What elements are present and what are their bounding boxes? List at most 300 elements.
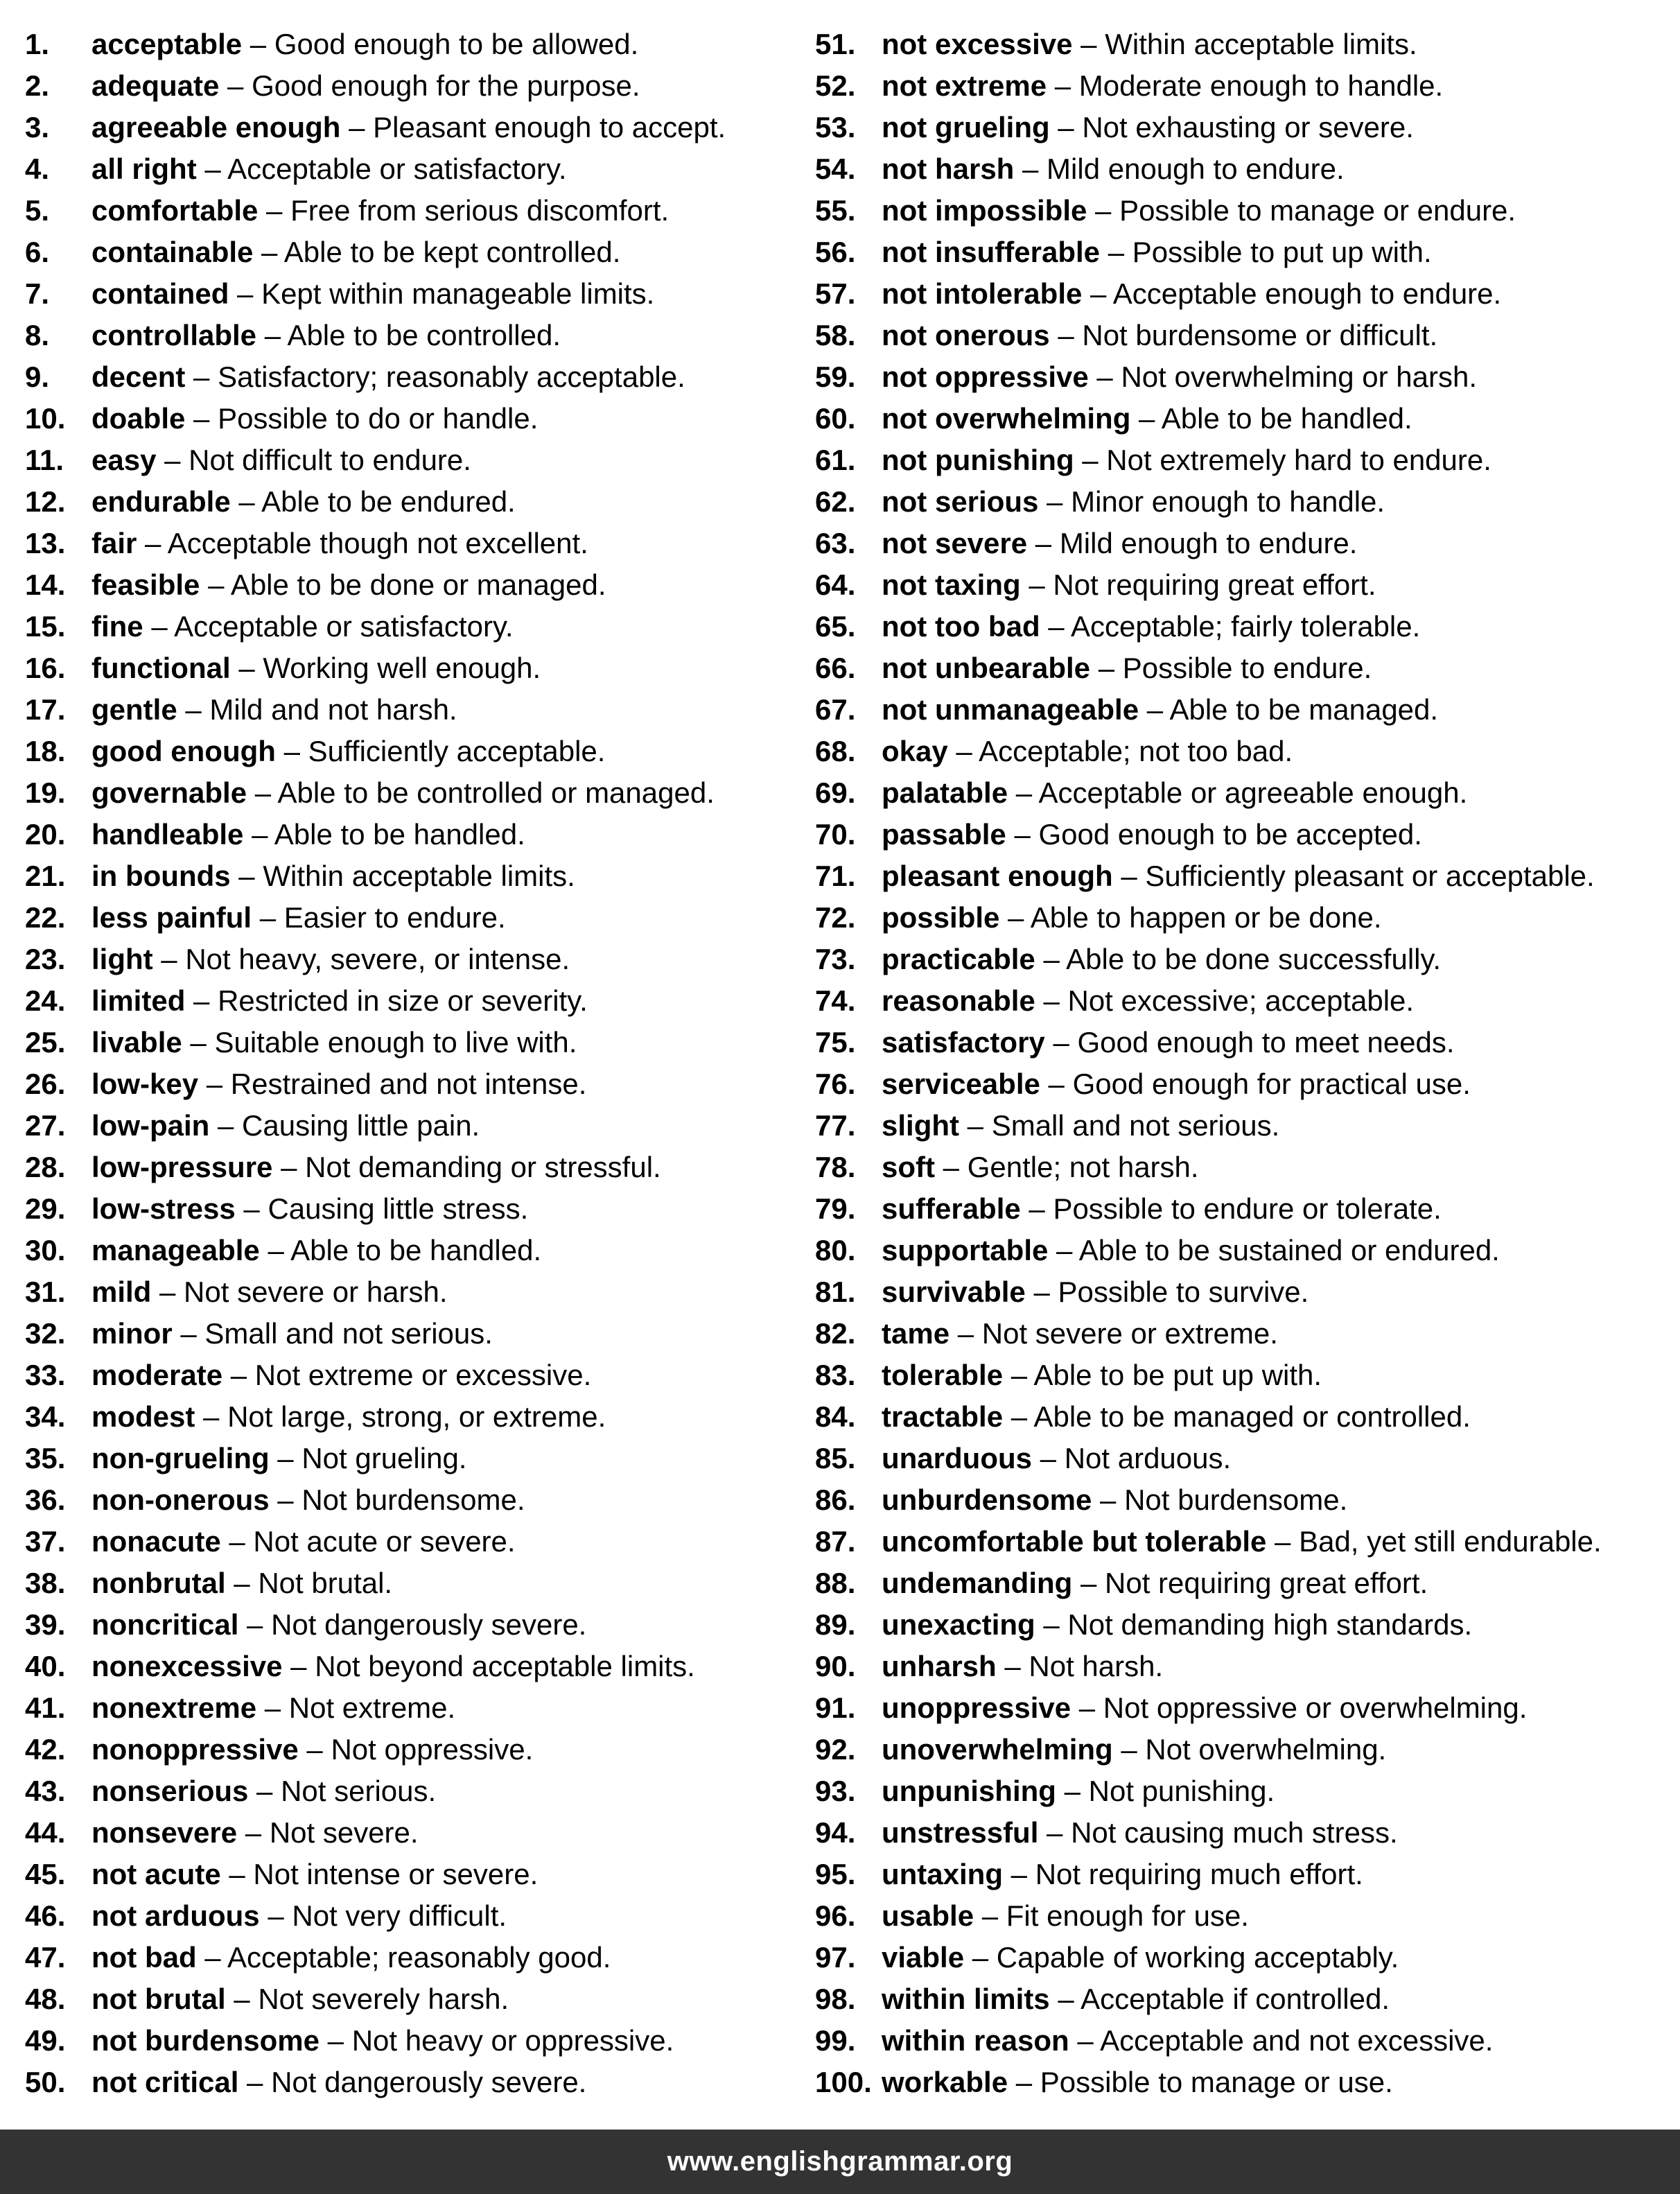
entry-separator: – (259, 1234, 291, 1266)
entry-definition: Possible to do or handle. (218, 402, 539, 435)
entry-word: not punishing (882, 444, 1074, 476)
list-item (25, 1148, 787, 1190)
entry-separator: – (1048, 1234, 1079, 1266)
entry-definition: Easier to endure. (283, 901, 506, 934)
list-item (25, 607, 787, 649)
entry-word: nonsevere (91, 1816, 238, 1849)
list-item (815, 191, 1674, 233)
entry-number: 49. (25, 2024, 66, 2057)
entry-number: 3. (25, 111, 50, 143)
list-item (815, 607, 1674, 649)
entry-definition: Mild enough to endure. (1059, 527, 1358, 559)
entry-word: fair (91, 527, 137, 559)
entry-text (882, 1439, 1231, 1478)
list-item (25, 399, 787, 441)
list-item (25, 275, 787, 316)
entry-word: easy (91, 444, 157, 476)
entry-text (91, 1772, 436, 1811)
entry-separator: – (1112, 860, 1146, 892)
entry-word: endurable (91, 485, 231, 518)
list-item (25, 857, 787, 898)
entry-separator: – (1044, 1026, 1078, 1059)
entry-separator: – (298, 1733, 331, 1766)
entry-text (882, 857, 1595, 896)
entry-number: 48. (25, 1983, 66, 2015)
entry-definition: Not extreme or excessive. (254, 1359, 592, 1391)
entry-word: sufferable (882, 1192, 1021, 1225)
entry-definition: Not overwhelming or harsh. (1121, 360, 1478, 393)
entry-number: 89. (815, 1608, 856, 1641)
list-item (25, 815, 787, 857)
entry-text (91, 67, 640, 105)
footer-url[interactable]: www.englishgrammar.org (667, 2146, 1013, 2177)
entry-number: 55. (815, 194, 856, 227)
entry-definition: Not severe or harsh. (184, 1276, 448, 1308)
list-item (25, 1772, 787, 1813)
entry-text (91, 233, 620, 272)
entry-separator: – (156, 444, 189, 476)
entry-separator: – (259, 1899, 292, 1932)
entry-definition: Small and not serious. (204, 1317, 493, 1350)
entry-number: 67. (815, 693, 856, 726)
entry-separator: – (219, 69, 252, 102)
entry-number: 16. (25, 652, 66, 684)
entry-word: workable (882, 2066, 1008, 2098)
entry-separator: – (1035, 984, 1068, 1017)
entry-separator: – (1088, 360, 1121, 393)
entry-separator: – (999, 901, 1031, 934)
entry-word: governable (91, 776, 247, 809)
entry-definition: Acceptable; not too bad. (979, 735, 1293, 767)
entry-number: 2. (25, 69, 50, 102)
entry-definition: Mild enough to endure. (1047, 153, 1345, 185)
list-item (815, 1813, 1674, 1855)
list-item (25, 1398, 787, 1439)
entry-definition: Able to be handled. (274, 818, 525, 851)
entry-separator: – (269, 1442, 302, 1474)
entry-number: 40. (25, 1650, 66, 1682)
word-list-column-left (25, 25, 787, 2105)
entry-definition: Acceptable or satisfactory. (227, 153, 567, 185)
entry-word: possible (882, 901, 1000, 934)
entry-separator: – (275, 735, 308, 767)
list-item (815, 67, 1674, 108)
entry-definition: Not grueling. (301, 1442, 467, 1474)
entry-separator: – (1130, 402, 1162, 435)
entry-number: 91. (815, 1691, 856, 1724)
entry-separator: – (1003, 1400, 1034, 1433)
list-item (815, 1772, 1674, 1813)
entry-separator: – (222, 1359, 255, 1391)
entry-word: unpunishing (882, 1775, 1056, 1807)
entry-word: not brutal (91, 1983, 226, 2015)
entry-number: 15. (25, 610, 66, 643)
entry-separator: – (1072, 28, 1105, 60)
entry-number: 74. (815, 984, 856, 1017)
entry-text (882, 1273, 1309, 1312)
entry-definition: Acceptable; reasonably good. (227, 1941, 611, 1974)
entry-definition: Not large, strong, or extreme. (227, 1400, 606, 1433)
entry-word: moderate (91, 1359, 223, 1391)
entry-text (91, 1273, 448, 1312)
entry-text (882, 1522, 1602, 1561)
entry-number: 45. (25, 1858, 66, 1890)
entry-text (882, 1605, 1472, 1644)
entry-number: 43. (25, 1775, 66, 1807)
entry-number: 54. (815, 153, 856, 185)
entry-text (91, 1148, 661, 1187)
entry-definition: Not severely harsh. (258, 1983, 509, 2015)
entry-separator: – (1087, 194, 1120, 227)
entry-word: light (91, 943, 153, 975)
entry-definition: Causing little pain. (242, 1109, 480, 1142)
entry-separator: – (1047, 69, 1079, 102)
entry-word: not harsh (882, 153, 1015, 185)
entry-text (882, 1689, 1527, 1727)
entry-number: 39. (25, 1608, 66, 1641)
entry-number: 72. (815, 901, 856, 934)
entry-text (91, 1813, 419, 1852)
entry-number: 19. (25, 776, 66, 809)
entry-word: not excessive (882, 28, 1073, 60)
entry-separator: – (185, 360, 218, 393)
entry-separator: – (225, 1983, 259, 2015)
entry-number: 60. (815, 402, 856, 435)
entry-separator: – (1020, 568, 1053, 601)
list-item (25, 1813, 787, 1855)
entry-text (91, 524, 588, 563)
entry-number: 59. (815, 360, 856, 393)
entry-definition: Able to be done successfully. (1066, 943, 1442, 975)
list-item (815, 316, 1674, 358)
entry-word: not insufferable (882, 236, 1101, 268)
entry-definition: Within acceptable limits. (263, 860, 575, 892)
entry-word: feasible (91, 568, 200, 601)
entry-definition: Not overwhelming. (1145, 1733, 1387, 1766)
entry-number: 5. (25, 194, 50, 227)
entry-text (91, 898, 506, 937)
entry-separator: – (959, 1109, 992, 1142)
entry-separator: – (247, 776, 278, 809)
entry-separator: – (200, 568, 231, 601)
entry-text (882, 150, 1345, 189)
entry-separator: – (950, 1317, 982, 1350)
list-item (25, 233, 787, 275)
entry-word: reasonable (882, 984, 1035, 1017)
entry-separator: – (248, 1775, 281, 1807)
entry-text (91, 690, 457, 729)
entry-word: pleasant enough (882, 860, 1113, 892)
entry-definition: Able to be put up with. (1033, 1359, 1322, 1391)
entry-definition: Able to be done or managed. (230, 568, 606, 601)
entry-text (882, 441, 1491, 480)
entry-separator: – (1038, 485, 1071, 518)
entry-number: 64. (815, 568, 856, 601)
entry-word: serviceable (882, 1068, 1040, 1100)
entry-separator: – (1049, 319, 1083, 351)
list-item (25, 67, 787, 108)
entry-text (882, 1938, 1399, 1977)
entry-word: not burdensome (91, 2024, 320, 2057)
entry-word: unexacting (882, 1608, 1035, 1641)
entry-text (882, 1106, 1279, 1145)
entry-separator: – (242, 28, 274, 60)
entry-separator: – (1003, 1359, 1034, 1391)
list-item (815, 1605, 1674, 1647)
entry-number: 82. (815, 1317, 856, 1350)
list-item (815, 441, 1674, 482)
entry-number: 50. (25, 2066, 66, 2098)
list-item (25, 1273, 787, 1314)
entry-text (91, 774, 715, 812)
entry-separator: – (151, 1276, 184, 1308)
list-item (25, 25, 787, 67)
list-item (815, 1481, 1674, 1522)
entry-text (91, 1356, 591, 1395)
entry-definition: Able to be controlled or managed. (277, 776, 715, 809)
entry-definition: Not demanding or stressful. (305, 1151, 661, 1183)
entry-separator: – (1056, 1775, 1089, 1807)
entry-word: nonacute (91, 1525, 221, 1558)
entry-word: not too bad (882, 610, 1040, 643)
list-item (815, 25, 1674, 67)
entry-definition: Not dangerously severe. (271, 1608, 587, 1641)
entry-number: 81. (815, 1276, 856, 1308)
list-item (25, 1190, 787, 1231)
entry-definition: Not serious. (281, 1775, 437, 1807)
entry-definition: Causing little stress. (268, 1192, 529, 1225)
entry-definition: Acceptable and not excessive. (1100, 2024, 1494, 2057)
list-item (25, 524, 787, 566)
entry-separator: – (1092, 1483, 1125, 1516)
entry-word: gentle (91, 693, 177, 726)
entry-text (882, 67, 1443, 105)
entry-number: 58. (815, 319, 856, 351)
entry-number: 18. (25, 735, 66, 767)
list-item (25, 1314, 787, 1356)
list-item (25, 358, 787, 399)
list-item (25, 774, 787, 815)
entry-word: nonexcessive (91, 1650, 283, 1682)
entry-number: 17. (25, 693, 66, 726)
entry-separator: – (340, 111, 374, 143)
entry-word: not onerous (882, 319, 1050, 351)
entry-separator: – (209, 1109, 243, 1142)
entry-word: nonextreme (91, 1691, 257, 1724)
entry-separator: – (1266, 1525, 1300, 1558)
entry-text (91, 25, 638, 64)
entry-separator: – (235, 1192, 268, 1225)
entry-text (91, 607, 514, 646)
entry-separator: – (238, 1608, 272, 1641)
entry-number: 68. (815, 735, 856, 767)
list-item (815, 1855, 1674, 1897)
entry-number: 94. (815, 1816, 856, 1849)
entry-number: 46. (25, 1899, 66, 1932)
entry-text (91, 358, 685, 397)
entry-number: 78. (815, 1151, 856, 1183)
list-item (25, 1647, 787, 1689)
list-item (25, 1730, 787, 1772)
list-item (815, 940, 1674, 982)
entry-separator: – (1040, 610, 1071, 643)
entry-text (882, 399, 1412, 438)
entry-number: 69. (815, 776, 856, 809)
list-item (25, 940, 787, 982)
entry-text (91, 1065, 586, 1104)
entry-definition: Possible to endure. (1122, 652, 1372, 684)
entry-word: not severe (882, 527, 1028, 559)
list-item (815, 1190, 1674, 1231)
entry-word: practicable (882, 943, 1035, 975)
entry-text (882, 1231, 1500, 1270)
entry-number: 6. (25, 236, 50, 268)
entry-word: unoppressive (882, 1691, 1071, 1724)
entry-word: unoverwhelming (882, 1733, 1113, 1766)
list-item (25, 316, 787, 358)
list-item (25, 108, 787, 150)
entry-text (882, 1148, 1199, 1187)
entry-text (91, 1855, 538, 1894)
list-item (815, 857, 1674, 898)
entry-number: 61. (815, 444, 856, 476)
list-item (25, 566, 787, 607)
entry-word: nonserious (91, 1775, 249, 1807)
entry-text (882, 2021, 1493, 2060)
list-item (815, 358, 1674, 399)
list-item (815, 1522, 1674, 1564)
entry-separator: – (1008, 2066, 1040, 2098)
entry-definition: Possible to manage or use. (1040, 2066, 1393, 2098)
entry-text (91, 1605, 586, 1644)
entry-number: 26. (25, 1068, 66, 1100)
entry-text (882, 898, 1382, 937)
entry-separator: – (320, 2024, 352, 2057)
entry-number: 24. (25, 984, 66, 1017)
entry-definition: Possible to put up with. (1132, 236, 1432, 268)
entry-word: palatable (882, 776, 1008, 809)
entry-definition: Acceptable or satisfactory. (174, 610, 514, 643)
entry-definition: Possible to endure or tolerate. (1053, 1192, 1442, 1225)
entry-word: soft (882, 1151, 935, 1183)
list-item (25, 732, 787, 774)
entry-text (882, 524, 1357, 563)
list-item (815, 399, 1674, 441)
entry-text (882, 1065, 1471, 1104)
entry-text (91, 1897, 507, 1935)
list-item (815, 1356, 1674, 1398)
entry-word: not impossible (882, 194, 1087, 227)
list-item (815, 1231, 1674, 1273)
entry-definition: Able to be handled. (1161, 402, 1412, 435)
entry-number: 13. (25, 527, 66, 559)
entry-text (91, 108, 726, 147)
entry-text (91, 1938, 611, 1977)
entry-word: all right (91, 153, 197, 185)
entry-number: 22. (25, 901, 66, 934)
entry-definition: Able to be kept controlled. (283, 236, 621, 268)
entry-separator: – (195, 1400, 228, 1433)
entry-definition: Kept within manageable limits. (261, 277, 655, 310)
entry-number: 29. (25, 1192, 66, 1225)
entry-separator: – (1027, 527, 1060, 559)
entry-definition: Good enough to meet needs. (1077, 1026, 1455, 1059)
entry-definition: Not burdensome. (301, 1483, 525, 1516)
list-item (25, 441, 787, 482)
entry-word: untaxing (882, 1858, 1003, 1890)
list-item (25, 1689, 787, 1730)
list-item (25, 1481, 787, 1522)
entry-definition: Not requiring great effort. (1105, 1567, 1428, 1599)
entry-text (91, 732, 605, 771)
list-item (815, 1730, 1674, 1772)
entry-separator: – (182, 1026, 215, 1059)
entry-text (91, 482, 516, 521)
entry-number: 25. (25, 1026, 66, 1059)
entry-text (882, 607, 1420, 646)
entry-text (91, 1647, 695, 1686)
entry-separator: – (1035, 943, 1067, 975)
list-item (815, 275, 1674, 316)
entry-definition: Able to happen or be done. (1030, 901, 1382, 934)
entry-separator: – (947, 735, 979, 767)
entry-word: low-key (91, 1068, 199, 1100)
entry-word: unstressful (882, 1816, 1039, 1849)
entry-definition: Not punishing. (1088, 1775, 1275, 1807)
entry-definition: Not heavy, severe, or intense. (185, 943, 570, 975)
entry-definition: Not arduous. (1064, 1442, 1232, 1474)
list-item (25, 1980, 787, 2021)
entry-number: 38. (25, 1567, 66, 1599)
entry-word: adequate (91, 69, 220, 102)
entry-word: not grueling (882, 111, 1050, 143)
entry-word: noncritical (91, 1608, 239, 1641)
entry-text (91, 566, 606, 604)
list-item (25, 1356, 787, 1398)
entry-number: 7. (25, 277, 50, 310)
entry-separator: – (238, 2066, 272, 2098)
entry-number: 28. (25, 1151, 66, 1183)
entry-number: 41. (25, 1691, 66, 1724)
entry-text (91, 1439, 466, 1478)
entry-definition: Not brutal. (258, 1567, 393, 1599)
list-item (25, 2021, 787, 2063)
entry-word: not extreme (882, 69, 1047, 102)
entry-definition: Not exhausting or severe. (1082, 111, 1414, 143)
entry-separator: – (258, 194, 291, 227)
list-item (815, 1938, 1674, 1980)
entry-text (882, 1855, 1363, 1894)
list-item (25, 1564, 787, 1605)
footer-bar (0, 2130, 1680, 2194)
entry-word: low-pain (91, 1109, 210, 1142)
entry-separator: – (1035, 1608, 1068, 1641)
list-item (25, 1439, 787, 1481)
entry-separator: – (225, 1567, 259, 1599)
entry-number: 51. (815, 28, 856, 60)
entry-text (91, 815, 525, 854)
entry-word: not serious (882, 485, 1039, 518)
entry-number: 8. (25, 319, 50, 351)
entry-number: 11. (25, 444, 64, 476)
entry-definition: Not severe. (269, 1816, 419, 1849)
entry-text (882, 649, 1372, 688)
entry-text (882, 732, 1293, 771)
entry-number: 62. (815, 485, 856, 518)
entry-separator: – (1040, 1068, 1073, 1100)
entry-separator: – (1071, 1691, 1103, 1724)
entry-text (91, 857, 575, 896)
